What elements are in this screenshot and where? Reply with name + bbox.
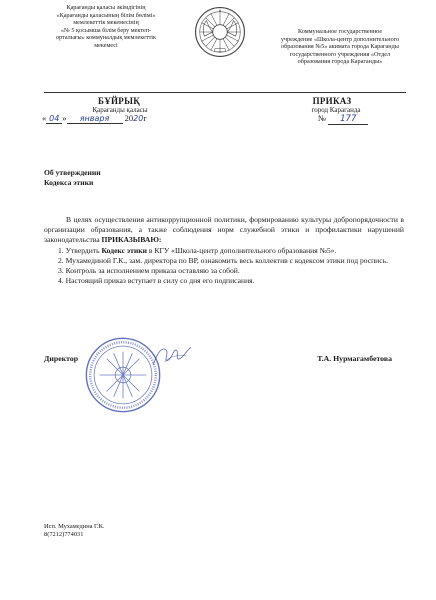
- number-sign: №: [318, 113, 327, 123]
- order-subject: [44, 168, 244, 188]
- ru-org-line: учреждение «Школа-центр дополнительного: [280, 35, 400, 43]
- kz-org-line: орталығы» коммуналдық мемлекеттік: [55, 34, 157, 42]
- kz-org-line: мемлекеттік мекемесінің: [73, 19, 139, 27]
- date-month: января: [79, 114, 110, 123]
- kz-org-line: «Қарағанды қаласының білім бөлімі»: [56, 11, 156, 19]
- order-item-2: 2. Мухамединой Г.К., зам. директора по ВР, ознакомить весь коллектив с кодексом этики под роспись.: [58, 255, 388, 265]
- signatory-name: Т.А. Нурмагамбетова: [317, 354, 392, 363]
- date-suffix: г: [143, 113, 147, 123]
- order-title-ru: ПРИКАЗ: [312, 96, 352, 106]
- header-ru-organization: [276, 28, 404, 66]
- kz-org-line: «№ 5 қосымша білім беру мектеп-: [60, 26, 152, 34]
- header-kz-organization: [46, 4, 166, 50]
- order-number: [318, 113, 378, 125]
- intro-paragraph: [44, 215, 404, 246]
- order-item-1: [44, 246, 404, 256]
- date-year-prefix: 20: [124, 113, 134, 123]
- date-year: 20: [133, 114, 144, 123]
- executor-name: Исп. Мухамедина Г.К.: [44, 523, 105, 530]
- signature-block: [44, 354, 406, 366]
- order-title-kz: БҰЙРЫҚ: [97, 96, 141, 106]
- ru-org-line: государственного учреждения «Отдел: [289, 50, 391, 58]
- intro-command: ПРИКАЗЫВАЮ:: [101, 235, 162, 245]
- number-value: 177: [340, 114, 357, 124]
- executor-info: [44, 523, 194, 540]
- ru-org-line: образования города Караганды»: [297, 58, 383, 66]
- signatory-title: Директор: [44, 354, 79, 363]
- item1-pre: 1. Утвердить: [58, 245, 102, 255]
- order-body: [44, 215, 404, 286]
- city-kz: Қарағанды қаласы: [92, 106, 148, 114]
- header-divider: [44, 92, 406, 93]
- item1-post: в КГУ «Школа-центр дополнительного образования №5».: [147, 245, 337, 255]
- ru-org-line: Коммунальное государственное: [297, 28, 383, 35]
- kz-org-line: Қарағанды қаласы әкімдігінің: [66, 4, 146, 11]
- city-ru: город Караганда: [311, 106, 361, 114]
- state-emblem-icon: [194, 6, 246, 58]
- order-item-3: 3. Контроль за исполнением приказа оставляю за собой.: [58, 266, 240, 276]
- date-day-field: [46, 113, 62, 124]
- date-open-quote: «: [42, 113, 47, 123]
- date-day: 04: [49, 114, 60, 123]
- executor-phone: 8(7212)774031: [44, 531, 84, 539]
- order-item-4: 4. Настоящий приказ вступает в силу со дня его подписания.: [58, 276, 255, 286]
- date-close-quote: »: [62, 113, 67, 123]
- item1-bold: Кодекс этики: [101, 245, 148, 255]
- date-month-field: [67, 113, 123, 124]
- intro-text: В целях осуществления антикоррупционной политики, формированию культуры добропорядочности в организации образования, а также соблюдения норм служебной этики и профилактики нарушений законодательства: [44, 215, 404, 245]
- ru-org-line: образования №5» акимата города Караганды: [281, 43, 399, 51]
- order-date: [42, 113, 182, 125]
- number-field: [328, 113, 368, 125]
- subject-line: Кодекса этики: [44, 178, 94, 187]
- subject-line: Об утверждении: [44, 168, 101, 177]
- kz-org-line: мекемесі: [94, 41, 118, 49]
